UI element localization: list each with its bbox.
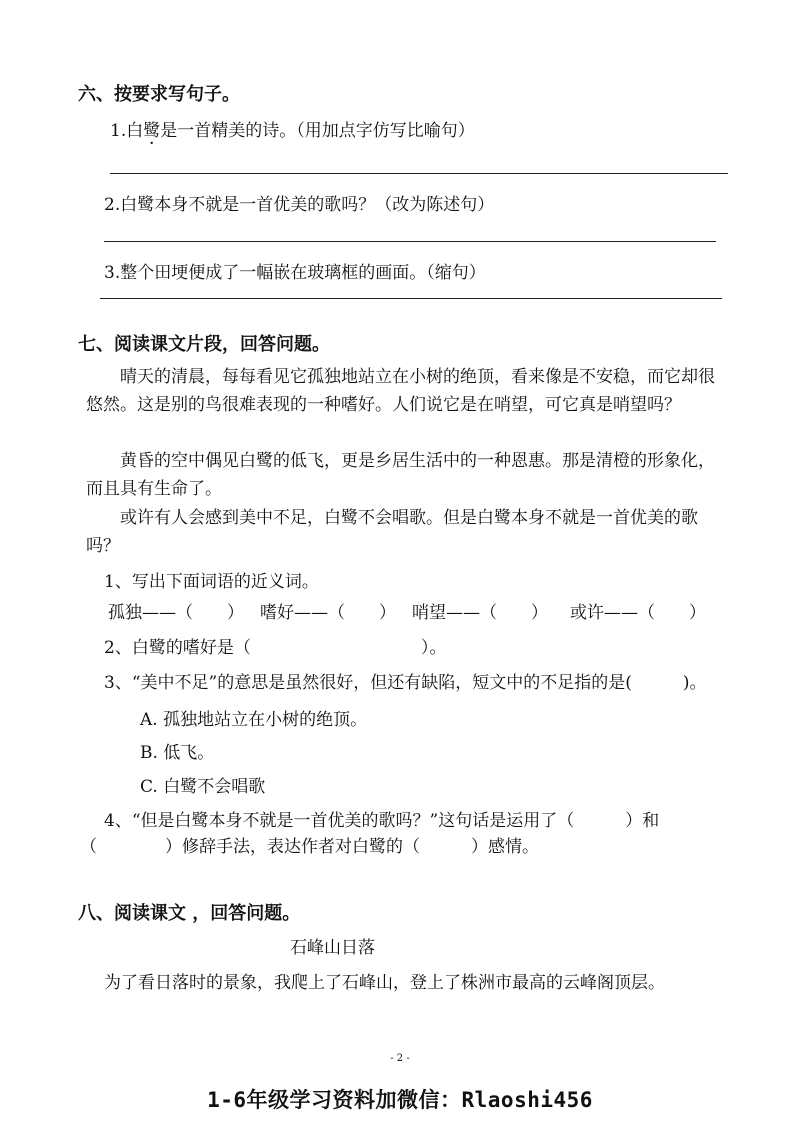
section7-question-4-line2[interactable]: （ ）修辞手法，表达作者对白鹭的（ ）感情。 [80, 837, 539, 857]
q1-suffix: 是一首精美的诗。（用加点字仿写比喻句） [160, 121, 475, 141]
answer-line-3[interactable] [100, 298, 722, 299]
answer-line-1[interactable] [110, 173, 728, 174]
footer-banner: 1-6年级学习资料加微信：Rlaoshi456 [207, 1088, 593, 1112]
passage-title: 石峰山日落 [290, 938, 375, 958]
answer-line-2[interactable] [104, 241, 716, 242]
synonym-item-1[interactable]: 孤独——（ ） [108, 603, 244, 623]
option-c[interactable]: C. 白鹭不会唱歌 [140, 777, 266, 797]
section7-question-2[interactable]: 2、白鹭的嗜好是（ ）。 [104, 638, 447, 658]
section6-question-2: 2.白鹭本身不就是一首优美的歌吗？（改为陈述句） [104, 195, 495, 215]
passage-paragraph-3: 或许有人会感到美中不足，白鹭不会唱歌。但是白鹭本身不就是一首优美的歌吗？ [86, 508, 698, 556]
section6-question-1 [110, 116, 475, 141]
section7-question-3[interactable]: 3、“美中不足”的意思是虽然很好，但还有缺陷，短文中的不足指的是( )。 [104, 673, 707, 693]
synonym-item-4[interactable]: 或许——（ ） [570, 603, 706, 623]
section8-heading: 八、阅读课文 ，回答问题。 [78, 903, 301, 924]
emphasis-dot-char: 鹭 [143, 121, 161, 141]
section6-question-3: 3.整个田埂便成了一幅嵌在玻璃框的画面。（缩句） [104, 263, 486, 283]
synonym-item-2[interactable]: 嗜好——（ ） [260, 603, 396, 623]
passage-paragraph-1: 晴天的清晨，每每看见它孤独地站立在小树的绝顶，看来像是不安稳，而它却很悠然。这是别的鸟很难表现的一种嗜好。人们说它是在哨望，可它真是哨望吗？ [86, 367, 715, 415]
section8-paragraph-1: 为了看日落时的景象，我爬上了石峰山，登上了株洲市最高的云峰阁顶层。 [104, 973, 665, 993]
passage-paragraph-2: 黄昏的空中偶见白鹭的低飞，更是乡居生活中的一种恩惠。那是清橙的形象化，而且具有生命了。 [86, 451, 715, 499]
section7-question-1: 1、写出下面词语的近义词。 [104, 572, 319, 592]
section6-heading: 六、按要求写句子。 [78, 84, 240, 105]
option-b[interactable]: B. 低飞。 [140, 743, 215, 763]
section7-heading: 七、阅读课文片段，回答问题。 [78, 334, 330, 355]
page-number: - 2 - [390, 1053, 410, 1064]
section7-question-4-line1[interactable]: 4、“但是白鹭本身不就是一首优美的歌吗？”这句话是运用了（ ）和 [104, 811, 660, 831]
q1-prefix: 1.白 [110, 121, 144, 141]
synonym-item-3[interactable]: 哨望——（ ） [412, 603, 548, 623]
option-a[interactable]: A. 孤独地站立在小树的绝顶。 [140, 710, 368, 730]
